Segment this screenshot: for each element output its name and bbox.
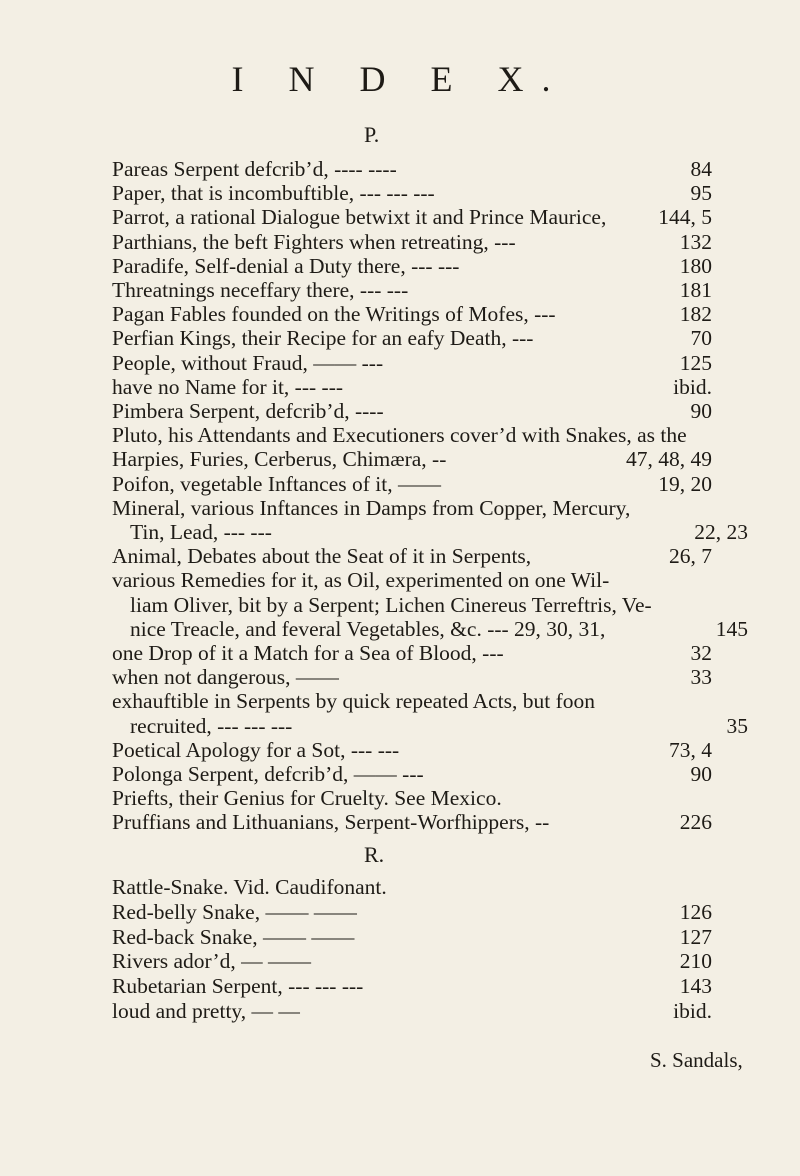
entry-page-number: 145 xyxy=(715,616,748,641)
catchword: S. Sandals, xyxy=(650,1048,743,1072)
entry-text: Priefts, their Genius for Cruelty. See Mexico. xyxy=(112,786,502,811)
entry-page-number: 22, 23 xyxy=(694,520,748,544)
entry-text: Rivers ador’d, — —— xyxy=(112,949,312,974)
entry-page-number: 126 xyxy=(679,899,712,924)
entry-text: Pimbera Serpent, defcrib’d, ---- xyxy=(112,399,384,423)
entry-text: Red-back Snake, —— —— xyxy=(112,924,355,949)
entry-page-number: 26, 7 xyxy=(669,544,712,569)
entry-text: Rubetarian Serpent, --- --- --- xyxy=(112,974,364,999)
index-entry xyxy=(112,567,712,593)
index-entry xyxy=(112,761,712,787)
index-entry xyxy=(112,301,712,327)
index-entry xyxy=(130,616,748,642)
entry-text: Poetical Apology for a Sot, --- --- xyxy=(112,737,400,762)
entry-page-number: ibid. xyxy=(673,374,712,399)
entry-page-number: 90 xyxy=(690,399,712,423)
index-entry xyxy=(112,180,712,206)
entry-text: when not dangerous, —— xyxy=(112,665,339,690)
index-entry xyxy=(112,973,712,999)
entry-page-number: 132 xyxy=(679,229,712,254)
entry-page-number: 210 xyxy=(679,949,712,974)
entry-page-number: 182 xyxy=(679,302,712,327)
entry-page-number: 95 xyxy=(690,181,712,206)
index-entry xyxy=(130,713,748,739)
entry-page-number: ibid. xyxy=(673,999,712,1023)
entry-page-number: 47, 48, 49 xyxy=(626,447,712,472)
index-entry xyxy=(112,640,712,666)
entry-text: Rattle-Snake. Vid. Caudifonant. xyxy=(112,875,387,899)
index-entry xyxy=(130,592,730,618)
entry-page-number: 180 xyxy=(679,253,712,278)
index-entry xyxy=(112,446,712,472)
index-entry xyxy=(112,422,712,448)
entry-text: one Drop of it a Match for a Sea of Blood, --- xyxy=(112,641,504,665)
entry-text: liam Oliver, bit by a Serpent; Lichen Cinereus Terreftris, Ve- xyxy=(130,592,652,617)
entry-text: Parrot, a rational Dialogue betwixt it and Prince Maurice, xyxy=(112,205,607,230)
entry-text: Red-belly Snake, —— —— xyxy=(112,899,357,924)
entry-page-number: 70 xyxy=(690,326,712,351)
index-entry xyxy=(112,809,712,835)
index-entry xyxy=(112,277,712,303)
section-letter-r: R. xyxy=(364,842,385,867)
index-entry xyxy=(130,519,748,545)
entry-text: Animal, Debates about the Seat of it in Serpents, xyxy=(112,544,532,569)
entry-text: Pareas Serpent defcrib’d, ---- ---- xyxy=(112,157,397,181)
entry-page-number: 73, 4 xyxy=(669,737,712,762)
index-entry xyxy=(112,874,712,900)
entry-text: Mineral, various Inftances in Damps from Copper, Mercury, xyxy=(112,495,631,520)
entry-text: Threatnings neceffary there, --- --- xyxy=(112,278,409,302)
entry-text: loud and pretty, — — xyxy=(112,999,300,1023)
index-entry xyxy=(112,664,712,690)
index-entry xyxy=(112,471,712,497)
entry-page-number: 33 xyxy=(690,665,712,690)
entry-text: Harpies, Furies, Cerberus, Chimæra, -- xyxy=(112,447,447,472)
entry-text: Perfian Kings, their Recipe for an eafy Death, --- xyxy=(112,326,534,351)
entry-page-number: 19, 20 xyxy=(658,471,712,496)
index-entry xyxy=(112,785,712,811)
entry-text: Pagan Fables founded on the Writings of Mofes, --- xyxy=(112,302,556,327)
index-entry xyxy=(112,495,712,521)
index-entry xyxy=(112,253,712,279)
entry-text: have no Name for it, --- --- xyxy=(112,374,344,399)
index-entry xyxy=(112,350,712,376)
entry-text: exhauftible in Serpents by quick repeated Acts, but foon xyxy=(112,689,596,714)
index-entry xyxy=(112,325,712,351)
index-entry xyxy=(112,398,712,424)
index-entry xyxy=(112,688,712,714)
index-entry xyxy=(112,374,712,400)
entry-text: Paradife, Self-denial a Duty there, --- --- xyxy=(112,253,460,278)
entry-page-number: 35 xyxy=(726,713,748,738)
index-entry xyxy=(112,899,712,925)
entry-page-number: 32 xyxy=(690,641,712,665)
index-entry xyxy=(112,737,712,763)
page-title: I N D E X. xyxy=(231,59,569,99)
index-entry xyxy=(112,156,712,182)
index-entry xyxy=(112,998,712,1024)
entry-text: Pluto, his Attendants and Executioners cover’d with Snakes, as the xyxy=(112,423,687,448)
entry-text: People, without Fraud, —— --- xyxy=(112,350,384,375)
entry-page-number: 84 xyxy=(690,157,712,181)
entry-text: various Remedies for it, as Oil, experimented on one Wil- xyxy=(112,568,610,593)
index-entry xyxy=(112,948,712,974)
entry-page-number: 144, 5 xyxy=(658,205,712,230)
entry-page-number: 181 xyxy=(679,278,712,302)
entry-page-number: 90 xyxy=(690,762,712,786)
entry-text: recruited, --- --- --- xyxy=(130,713,293,738)
entry-text: Pruffians and Lithuanians, Serpent-Worfhippers, -- xyxy=(112,810,550,835)
entry-page-number: 226 xyxy=(679,810,712,835)
entry-page-number: 127 xyxy=(679,924,712,949)
index-entry xyxy=(112,229,712,255)
entry-text: Tin, Lead, --- --- xyxy=(130,520,272,544)
entry-text: Paper, that is incombuftible, --- --- --- xyxy=(112,181,435,206)
entry-page-number: 143 xyxy=(679,974,712,999)
index-entry xyxy=(112,543,712,569)
entry-text: Poifon, vegetable Inftances of it, —— xyxy=(112,471,441,496)
entry-text: Polonga Serpent, defcrib’d, —— --- xyxy=(112,762,424,786)
entry-page-number: 125 xyxy=(679,350,712,375)
entry-text: Parthians, the beft Fighters when retreating, --- xyxy=(112,229,516,254)
index-entry xyxy=(112,924,712,950)
entry-text: nice Treacle, and feveral Vegetables, &c. --- 29, 30, 31, xyxy=(130,616,606,641)
index-entry xyxy=(112,204,712,230)
section-letter-p: P. xyxy=(364,122,380,147)
